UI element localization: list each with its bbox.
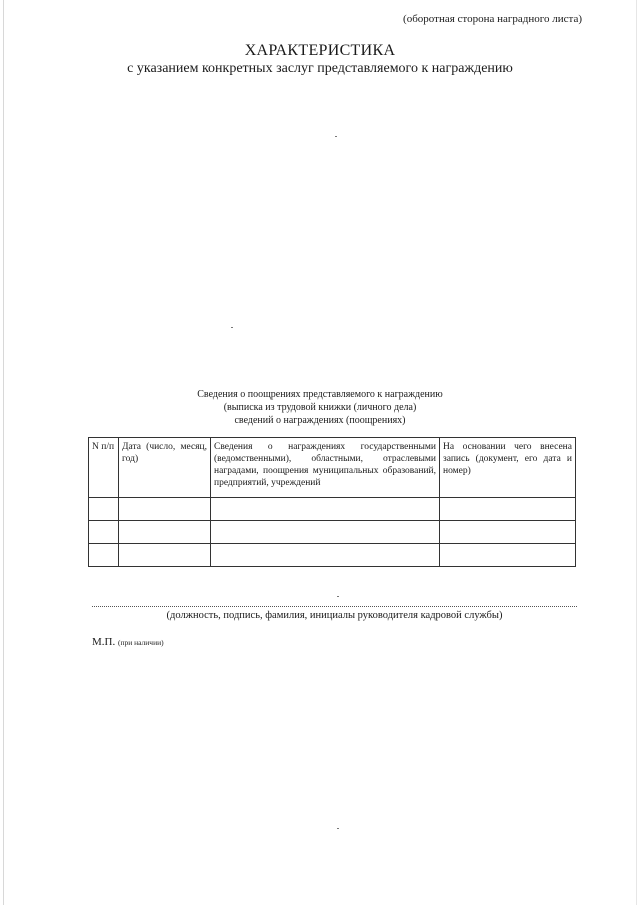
table-cell — [119, 544, 211, 567]
column-header-number: N п/п — [89, 438, 119, 498]
column-header-award-details: Сведения о награждениях государственными (ведомственными), областными, отраслевыми наградами, поощрения муниципальных образований, предприятий, учреждений — [211, 438, 440, 498]
stamp-label: М.П. — [92, 636, 116, 648]
back-side-note: (оборотная сторона наградного листа) — [403, 13, 582, 25]
signature-line — [92, 606, 577, 607]
table-row — [89, 544, 576, 567]
rewards-info-heading — [0, 388, 640, 427]
rewards-table — [88, 437, 576, 567]
table-row — [89, 521, 576, 544]
table-cell — [119, 498, 211, 521]
table-row — [89, 498, 576, 521]
document-subtitle: с указанием конкретных заслуг представляемого к награждению — [127, 61, 513, 76]
column-header-date: Дата (число, месяц, год) — [119, 438, 211, 498]
table-cell — [119, 521, 211, 544]
column-header-basis: На основании чего внесена запись (документ, его дата и номер) — [440, 438, 576, 498]
table-cell — [89, 521, 119, 544]
table-cell — [89, 544, 119, 567]
table-cell — [89, 498, 119, 521]
table-cell — [211, 544, 440, 567]
rewards-info-heading-line: сведений о награждениях (поощрениях) — [234, 415, 406, 426]
stamp-note: (при наличии) — [117, 638, 164, 647]
rewards-info-heading-line: (выписка из трудовой книжки (личного дела) — [223, 402, 417, 413]
rewards-info-heading-line: Сведения о поощрениях представляемого к награждению — [197, 389, 443, 400]
scan-edge-right — [636, 0, 637, 905]
table-cell — [211, 521, 440, 544]
table-cell — [440, 498, 576, 521]
table-cell — [440, 521, 576, 544]
signature-caption: (должность, подпись, фамилия, инициалы руководителя кадровой службы) — [166, 610, 503, 621]
rewards-table-header-row — [89, 438, 576, 498]
scan-edge-left — [3, 0, 4, 905]
scan-speck — [337, 828, 339, 829]
table-cell — [440, 544, 576, 567]
table-cell — [211, 498, 440, 521]
scan-speck — [231, 327, 233, 328]
stamp-place — [92, 636, 164, 648]
scan-speck — [337, 596, 339, 597]
scan-speck — [335, 136, 337, 137]
document-title: ХАРАКТЕРИСТИКА — [244, 42, 396, 59]
